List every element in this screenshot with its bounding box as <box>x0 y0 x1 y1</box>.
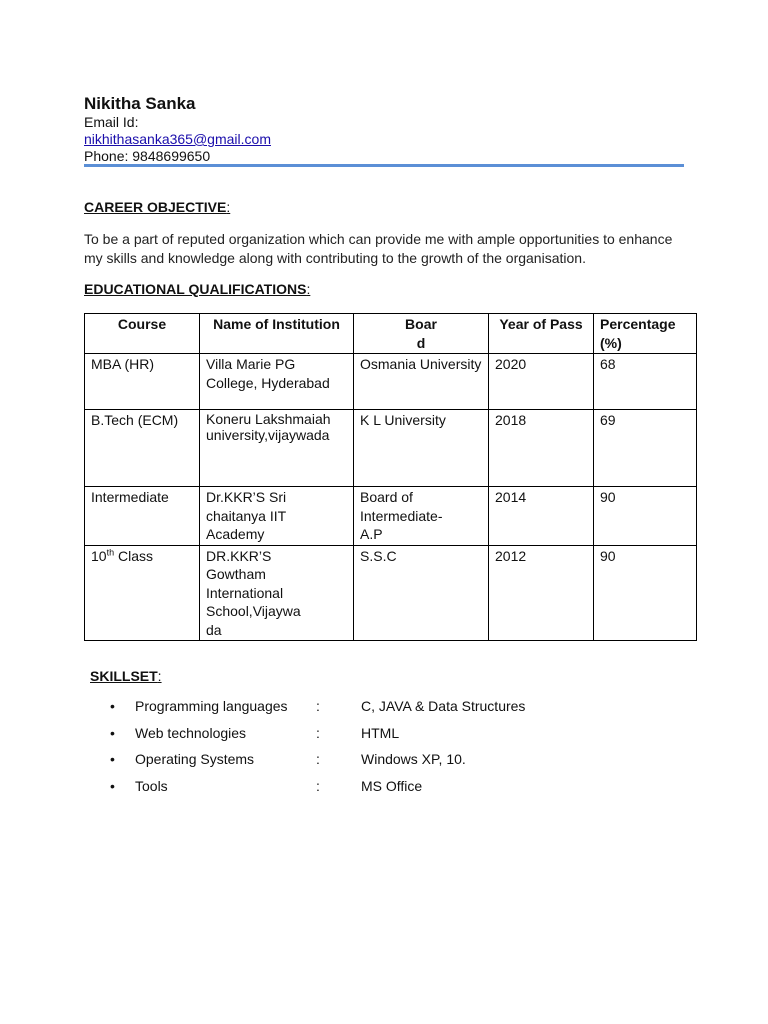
table-row <box>85 410 697 487</box>
bullet-icon: • <box>110 777 115 794</box>
year-cell: 2014 <box>489 487 594 546</box>
bullet-icon: • <box>110 698 115 714</box>
percentage-cell: 90 <box>594 487 697 546</box>
institution-cell: Koneru Lakshmaiah university,vijaywada <box>200 410 354 487</box>
skill-separator: : <box>316 698 320 714</box>
education-table <box>84 313 697 641</box>
skillset-heading: SKILLSET: <box>90 668 162 684</box>
skill-value: C, JAVA & Data Structures <box>361 698 526 714</box>
year-cell: 2020 <box>489 354 594 410</box>
skill-label: Operating Systems <box>135 751 255 767</box>
column-header-year: Year of Pass <box>489 314 594 354</box>
board-cell: Board of Intermediate- A.P <box>354 487 489 546</box>
table-row <box>85 354 697 410</box>
course-cell: 10th Class <box>85 545 200 641</box>
skill-label: Tools <box>135 777 168 794</box>
institution-cell: Dr.KKR’S Sri chaitanya IIT Academy <box>200 487 354 546</box>
phone-number: Phone: 9848699650 <box>84 148 211 164</box>
header-divider <box>84 164 684 167</box>
column-header-course: Course <box>85 314 200 354</box>
skill-separator: : <box>316 724 320 741</box>
email-link[interactable]: nikhithasanka365@gmail.com <box>84 131 271 147</box>
year-cell: 2012 <box>489 545 594 641</box>
bullet-icon: • <box>110 751 115 767</box>
skill-label: Programming languages <box>135 698 288 714</box>
skill-separator: : <box>316 751 320 767</box>
board-cell: K L University <box>354 410 489 487</box>
percentage-cell: 69 <box>594 410 697 487</box>
skill-label: Web technologies <box>135 724 247 741</box>
career-objective-heading: CAREER OBJECTIVE: <box>84 199 231 215</box>
skill-value: MS Office <box>361 777 423 794</box>
candidate-name: Nikitha Sanka <box>84 94 196 113</box>
course-cell: Intermediate <box>85 487 200 546</box>
institution-cell: Villa Marie PG College, Hyderabad <box>200 354 354 410</box>
board-cell: S.S.C <box>354 545 489 641</box>
institution-cell: DR.KKR’S Gowtham International School,Vijaywa da <box>200 545 354 641</box>
career-objective-text: To be a part of reputed organization which can provide me with ample opportunities to enhance my skills and knowledge along with contributing to the growth of the organisation. <box>84 231 673 266</box>
education-heading: EDUCATIONAL QUALIFICATIONS: <box>84 281 311 297</box>
column-header-board: Boar d <box>354 314 489 354</box>
table-row <box>85 487 697 546</box>
skill-value: Windows XP, 10. <box>361 751 466 767</box>
table-row <box>85 545 697 641</box>
percentage-cell: 68 <box>594 354 697 410</box>
course-cell: B.Tech (ECM) <box>85 410 200 487</box>
skill-value: HTML <box>361 724 400 741</box>
email-label: Email Id: <box>84 114 139 130</box>
table-header-row <box>85 314 697 354</box>
percentage-cell: 90 <box>594 545 697 641</box>
column-header-institution: Name of Institution <box>200 314 354 354</box>
year-cell: 2018 <box>489 410 594 487</box>
course-cell: MBA (HR) <box>85 354 200 410</box>
skill-separator: : <box>316 777 320 794</box>
board-cell: Osmania University <box>354 354 489 410</box>
bullet-icon: • <box>110 724 115 741</box>
column-header-percentage: Percentage (%) <box>594 314 697 354</box>
